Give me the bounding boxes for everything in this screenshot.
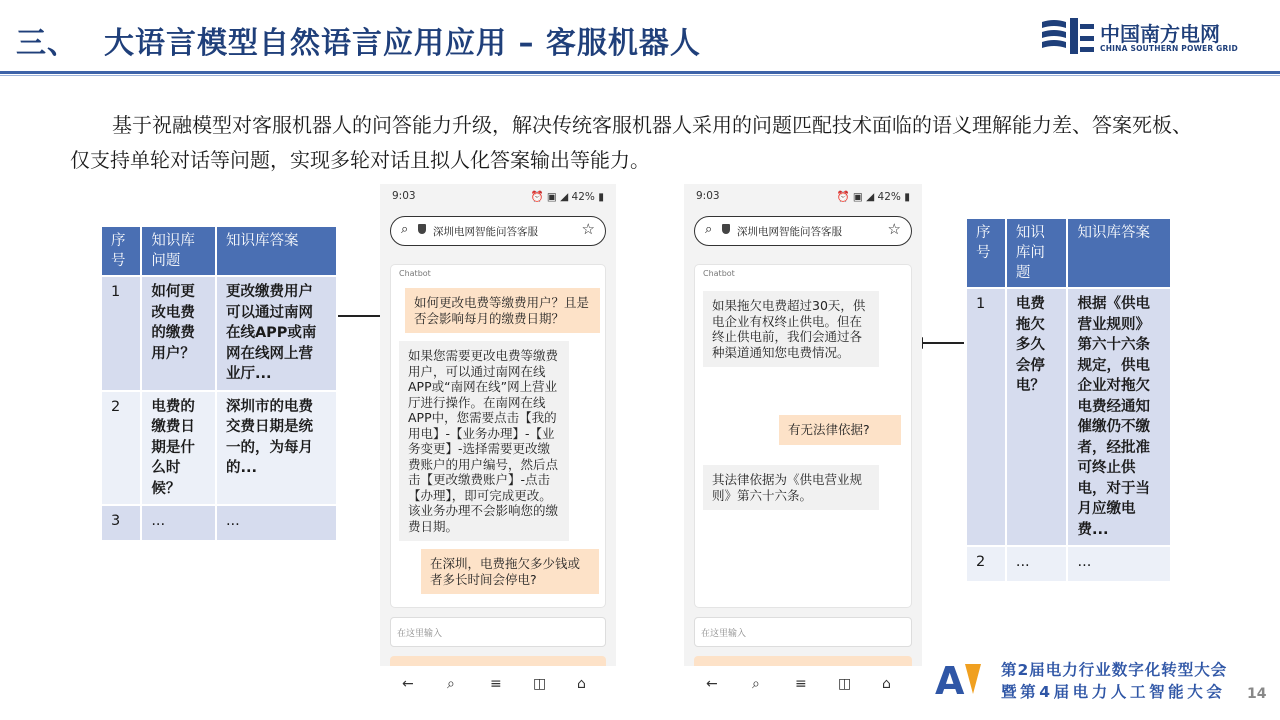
menu-icon[interactable]: ≡ [490, 676, 502, 692]
chat-window [694, 264, 912, 608]
col-header-question: 知识库问题 [1006, 218, 1068, 288]
row-index: 3 [101, 505, 141, 541]
table-row [966, 546, 1171, 582]
knowledge-base-table-right [965, 217, 1172, 583]
row-index: 1 [966, 288, 1006, 546]
power-grid-logo-icon [1040, 16, 1096, 56]
header-divider [0, 71, 1280, 74]
status-time: 9:03 [696, 190, 720, 202]
bot-message: 如果拖欠电费超过30天，供电企业有权终止供电。但在终止供电前，我们会通过各种渠道通知您电费情况。 [703, 291, 879, 367]
table-row [966, 288, 1171, 546]
section-number: 三、 [16, 26, 78, 61]
row-question: ... [141, 505, 216, 541]
tabs-icon[interactable]: ◫ [533, 676, 547, 692]
row-answer: 更改缴费用户可以通过南网在线APP或南网在线网上营业厅... [216, 276, 337, 391]
col-header-index: 序号 [966, 218, 1006, 288]
search-icon[interactable]: ⌕ [752, 676, 760, 692]
row-index: 2 [966, 546, 1006, 582]
shield-icon [722, 224, 730, 234]
col-header-index: 序号 [101, 226, 141, 276]
company-logo [1040, 16, 1260, 60]
row-question: ... [1006, 546, 1068, 582]
tabs-icon[interactable]: ◫ [838, 676, 852, 692]
col-header-answer: 知识库答案 [1067, 218, 1171, 288]
header-divider-thin [0, 75, 1280, 76]
chat-window [390, 264, 606, 608]
row-index: 1 [101, 276, 141, 391]
row-answer: 深圳市的电费交费日期是统一的，为每月的... [216, 391, 337, 506]
input-placeholder: 在这里输入 [701, 629, 747, 639]
chatbot-label: Chatbot [703, 269, 735, 278]
row-question: 电费的缴费日期是什么时候？ [141, 391, 216, 506]
star-icon[interactable]: ☆ [887, 220, 901, 238]
table-row [101, 505, 337, 541]
slide-title [16, 18, 701, 62]
browser-nav-bar [684, 666, 922, 706]
conference-line-1: 第2届电力行业数字化转型大会 [1001, 661, 1228, 679]
browser-nav-bar [380, 666, 616, 706]
page-number: 14 [1247, 686, 1267, 702]
title-text: 大语言模型自然语言应用应用 – 客服机器人 [104, 26, 701, 61]
col-header-answer: 知识库答案 [216, 226, 337, 276]
row-question: 电费拖欠多久会停电？ [1006, 288, 1068, 546]
user-message: 如何更改电费等缴费用户？且是否会影响每月的缴费日期？ [405, 288, 600, 333]
lightning-bolt-icon [965, 664, 981, 694]
bot-message: 其法律依据为《供电营业规则》第六十六条。 [703, 465, 879, 510]
knowledge-base-table-left [100, 225, 338, 542]
chatbot-label: Chatbot [399, 269, 431, 278]
input-placeholder: 在这里输入 [397, 629, 443, 639]
user-message: 有无法律依据? [779, 415, 901, 445]
table-row [101, 276, 337, 391]
logo-english-name: CHINA SOUTHERN POWER GRID [1100, 44, 1238, 53]
logo-chinese-name: 中国南方电网 [1100, 22, 1220, 46]
intro-paragraph: 基于祝融模型对客服机器人的问答能力升级，解决传统客服机器人采用的问题匹配技术面临的语义理解能力差、答案死板、仅支持单轮对话等问题，实现多轮对话且拟人化答案输出等能力。 [70, 113, 1192, 172]
message-input[interactable] [694, 617, 912, 647]
conference-line-2: 暨第4届电力人工智能大会 [1001, 683, 1226, 701]
message-input[interactable] [390, 617, 606, 647]
search-text: 深圳电网智能问答客服 [737, 226, 842, 238]
home-icon[interactable]: ⌂ [577, 676, 586, 692]
row-answer: ... [1067, 546, 1171, 582]
search-icon: ⌕ [401, 222, 409, 237]
row-answer: 根据《供电营业规则》第六十六条规定，供电企业对拖欠电费经通知催缴仍不缴者，经批准可终止供电，对于当月应缴电费... [1067, 288, 1171, 546]
arrow-to-phone-right [922, 342, 964, 344]
table-row [101, 391, 337, 506]
user-message: 在深圳，电费拖欠多少钱或者多长时间会停电? [421, 549, 599, 594]
phone-screenshot-right [684, 184, 922, 706]
back-icon[interactable]: ← [402, 676, 414, 692]
status-time: 9:03 [392, 190, 416, 202]
next-message-peek [390, 656, 606, 666]
row-index: 2 [101, 391, 141, 506]
phone-screenshot-left [380, 184, 616, 706]
search-icon[interactable]: ⌕ [447, 676, 455, 692]
row-question: 如何更改电费的缴费用户？ [141, 276, 216, 391]
search-bar[interactable] [390, 216, 606, 246]
back-icon[interactable]: ← [706, 676, 718, 692]
status-icons: ⏰ ▣ ◢ 42% ▮ [836, 191, 910, 203]
search-icon: ⌕ [705, 222, 713, 237]
bot-message: 如果您需要更改电费等缴费用户，可以通过南网在线APP或“南网在线”网上营业厅进行操作。在南网在线APP中，您需要点击【我的用电】-【业务办理】-【业务变更】-选择需要更改缴费账户的用户编号，然后点击【更改缴费账户】-点击【办理】，即可完成更改。该业务办理不会影响您的缴费日期。 [399, 341, 569, 541]
menu-icon[interactable]: ≡ [795, 676, 807, 692]
star-icon[interactable]: ☆ [581, 220, 595, 238]
col-header-question: 知识库问题 [141, 226, 216, 276]
row-answer: ... [216, 505, 337, 541]
home-icon[interactable]: ⌂ [882, 676, 891, 692]
conference-mark: A [935, 659, 965, 703]
conference-logo [935, 656, 1235, 706]
status-icons: ⏰ ▣ ◢ 42% ▮ [530, 191, 604, 203]
search-text: 深圳电网智能问答客服 [433, 226, 538, 238]
shield-icon [418, 224, 426, 234]
search-bar[interactable] [694, 216, 912, 246]
next-message-peek [694, 656, 912, 666]
